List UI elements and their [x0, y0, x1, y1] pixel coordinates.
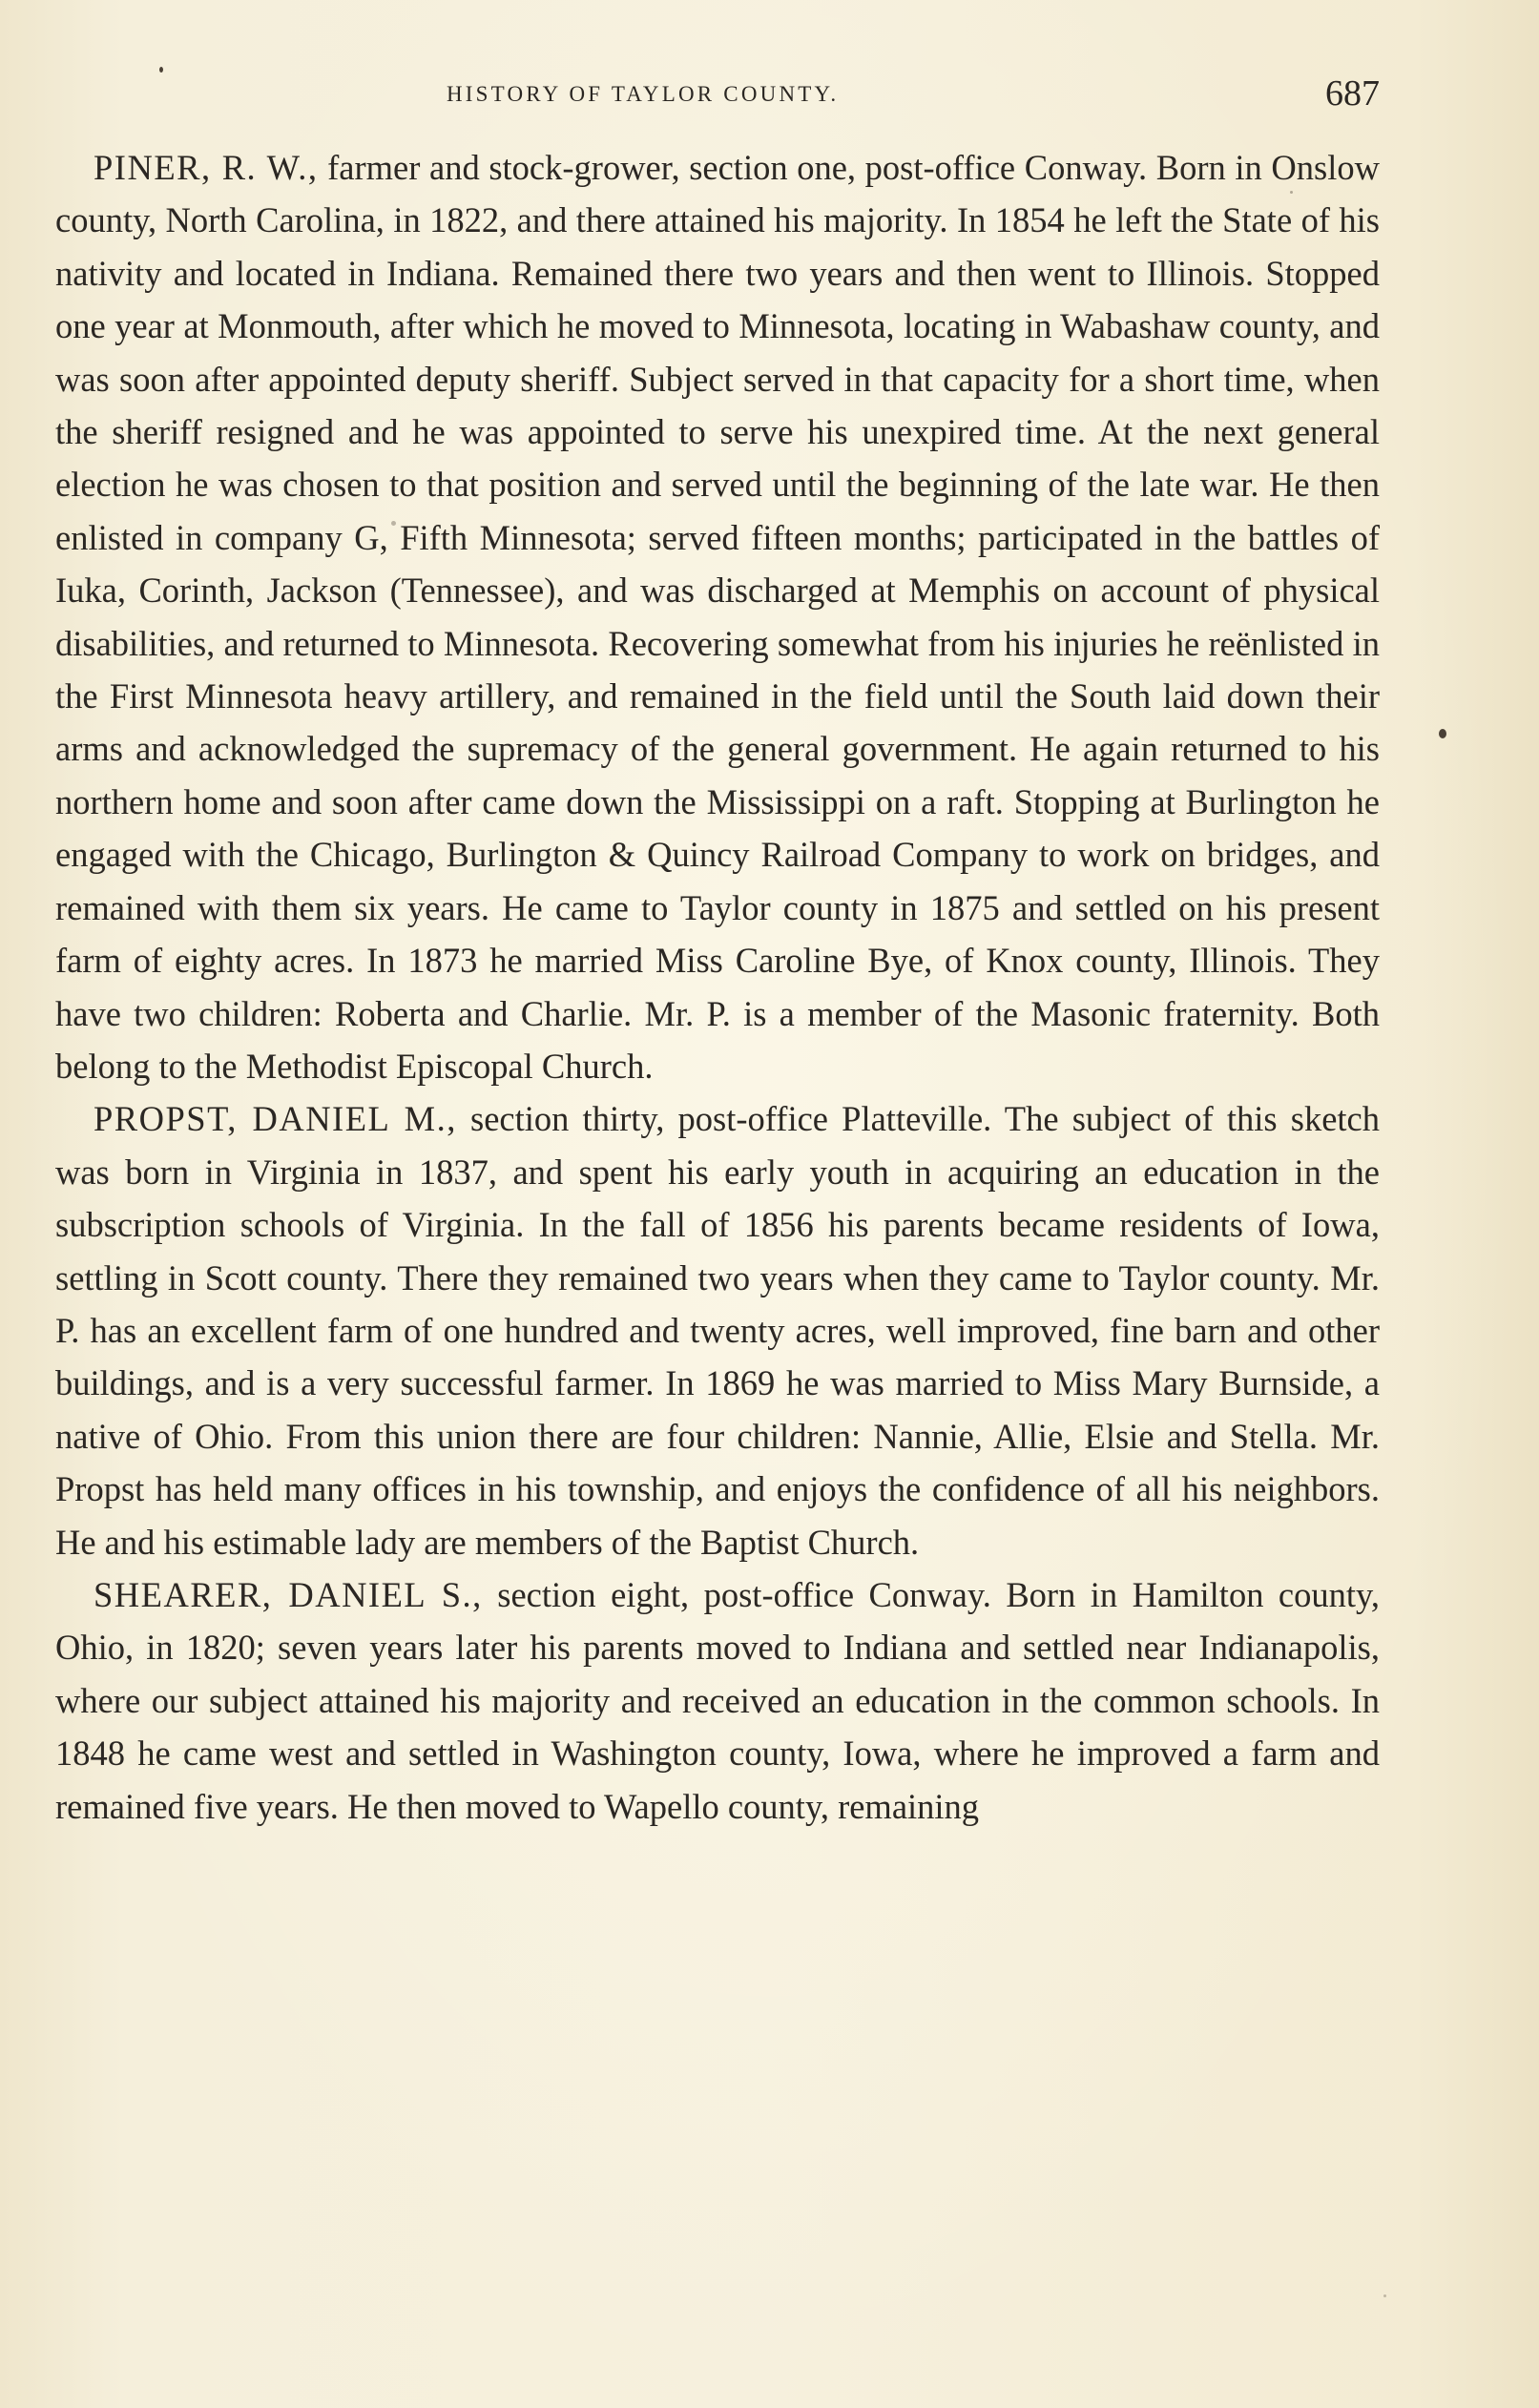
ink-speck	[1383, 2294, 1386, 2297]
ink-speck	[159, 67, 163, 73]
entry-name: PINER, R. W.,	[94, 148, 319, 187]
entry-body: farmer and stock-grower, section one, post-office Conway. Born in Onslow county, North Carolina, in 1822, and there attained his majority. In 1854 he left the State of his nativity and located in Indiana. Remained there two years and then went to Illinois. Stopped one year at Monmouth, after which he moved to Minnesota, locating in Wabashaw county, and was soon after appointed deputy sheriff. Subject served in that capacity for a short time, when the sheriff resigned and he was appointed to serve his unexpired time. At the next general election he was chosen to that position and served until the beginning of the late war. He then enlisted in company G, Fifth Minnesota; served fifteen months; participated in the battles of Iuka, Corinth, Jackson (Tennessee), and was discharged at Memphis on account of physical disabilities, and returned to Minnesota. Recovering somewhat from his injuries he reënlisted in the First Minnesota heavy artillery, and remained in the field until the South laid down their arms and acknowledged the supremacy of the general government. He again returned to his northern home and soon after came down the Mississippi on a raft. Stopping at Burlington he engaged with the Chicago, Burlington & Quincy Railroad Company to work on bridges, and remained with them six years. He came to Taylor county in 1875 and settled on his present farm of eighty acres. In 1873 he married Miss Caroline Bye, of Knox county, Illinois. They have two children: Roberta and Charlie. Mr. P. is a member of the Masonic fraternity. Both belong to the Methodist Episcopal Church.	[55, 148, 1380, 1086]
running-head: HISTORY OF TAYLOR COUNTY.	[447, 82, 840, 106]
biography-entry	[55, 1568, 1380, 1833]
biography-entry	[55, 1092, 1380, 1568]
page-header	[55, 73, 1380, 114]
ink-speck	[1290, 191, 1293, 194]
ink-speck	[391, 521, 396, 526]
entry-name: PROPST, DANIEL M.,	[94, 1099, 457, 1139]
entry-name: SHEARER, DANIEL S.,	[94, 1574, 483, 1614]
entry-body: section thirty, post-office Platteville. The subject of this sketch was born in Virginia in 1837, and spent his early youth in acquiring an education in the subscription schools of Virginia. In the fall of 1856 his parents became residents of Iowa, settling in Scott county. There they remained two years when they came to Taylor county. Mr. P. has an excellent farm of one hundred and twenty acres, well improved, fine barn and other buildings, and is a very successful farmer. In 1869 he was married to Miss Mary Burnside, a native of Ohio. From this union there are four children: Nannie, Allie, Elsie and Stella. Mr. Propst has held many offices in his township, and enjoys the confidence of all his neighbors. He and his estimable lady are members of the Baptist Church.	[55, 1099, 1380, 1562]
page-number: 687	[1325, 73, 1380, 114]
biography-text	[55, 141, 1380, 1833]
entry-body: section eight, post-office Conway. Born in Hamilton county, Ohio, in 1820; seven years later his parents moved to Indiana and settled near Indianapolis, where our subject attained his majority and received an education in the common schools. In 1848 he came west and settled in Washington county, Iowa, where he improved a farm and remained five years. He then moved to Wapello county, remaining	[55, 1574, 1380, 1826]
biography-entry	[55, 141, 1380, 1092]
ink-speck	[1439, 729, 1446, 738]
